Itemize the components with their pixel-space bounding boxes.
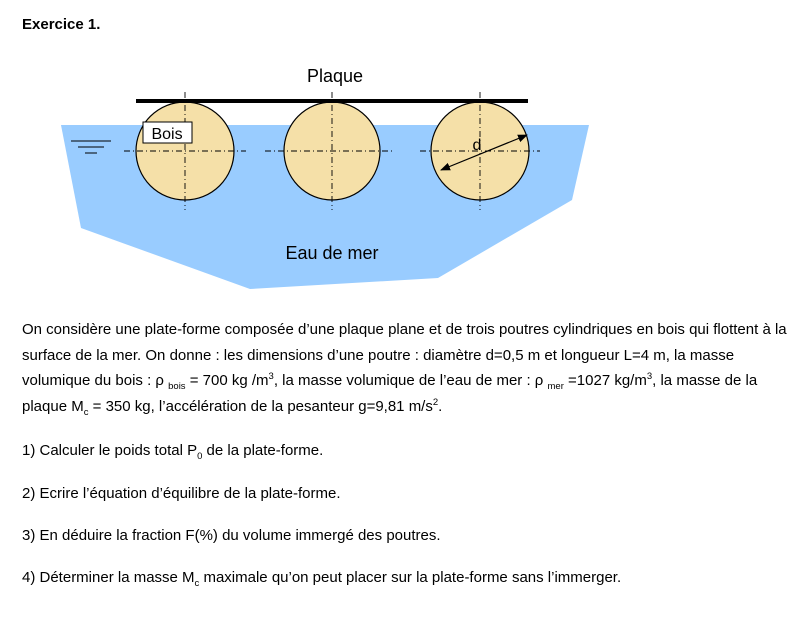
plate-label: Plaque [306, 66, 364, 86]
wood-label: Bois [151, 126, 183, 143]
question-1: 1) Calculer le poids total $P_0$ de la plate-forme. [22, 442, 324, 462]
question-2: 2) Ecrire l’équation d’équilibre de la plate-forme. [22, 485, 341, 502]
figure-diagram [0, 0, 811, 300]
diameter-label: d [472, 137, 482, 154]
plate [136, 99, 528, 103]
question-4: 4) Déterminer la masse $M_c$ maximale qu’on peut placer sur la plate-forme sans l’immerger. [22, 569, 622, 589]
question-3: 3) En déduire la fraction F(%) du volume immergé des poutres. [22, 527, 441, 544]
problem-statement: On considère une plate-forme composée d’une plaque plane et de trois poutres cylindriques en bois qui flottent à la surface de la mer. On donne : les dimensions d’une poutre : diamètre d=0,5 m et longueur L=4 m, la masse volumique du bois : ρ $_{bois}$ = 700 kg $/m^3$, la masse volumique de l’eau de mer : ρ $_{mer}$ =1027 $kg/m^3$, la masse de la plaque $M_c = 350$ kg, l’accélération de la pesanteur g=9,81 $m/s^2$. [22, 321, 787, 418]
exercise-title: Exercice 1. [22, 16, 101, 33]
water-label: Eau de mer [285, 243, 379, 263]
